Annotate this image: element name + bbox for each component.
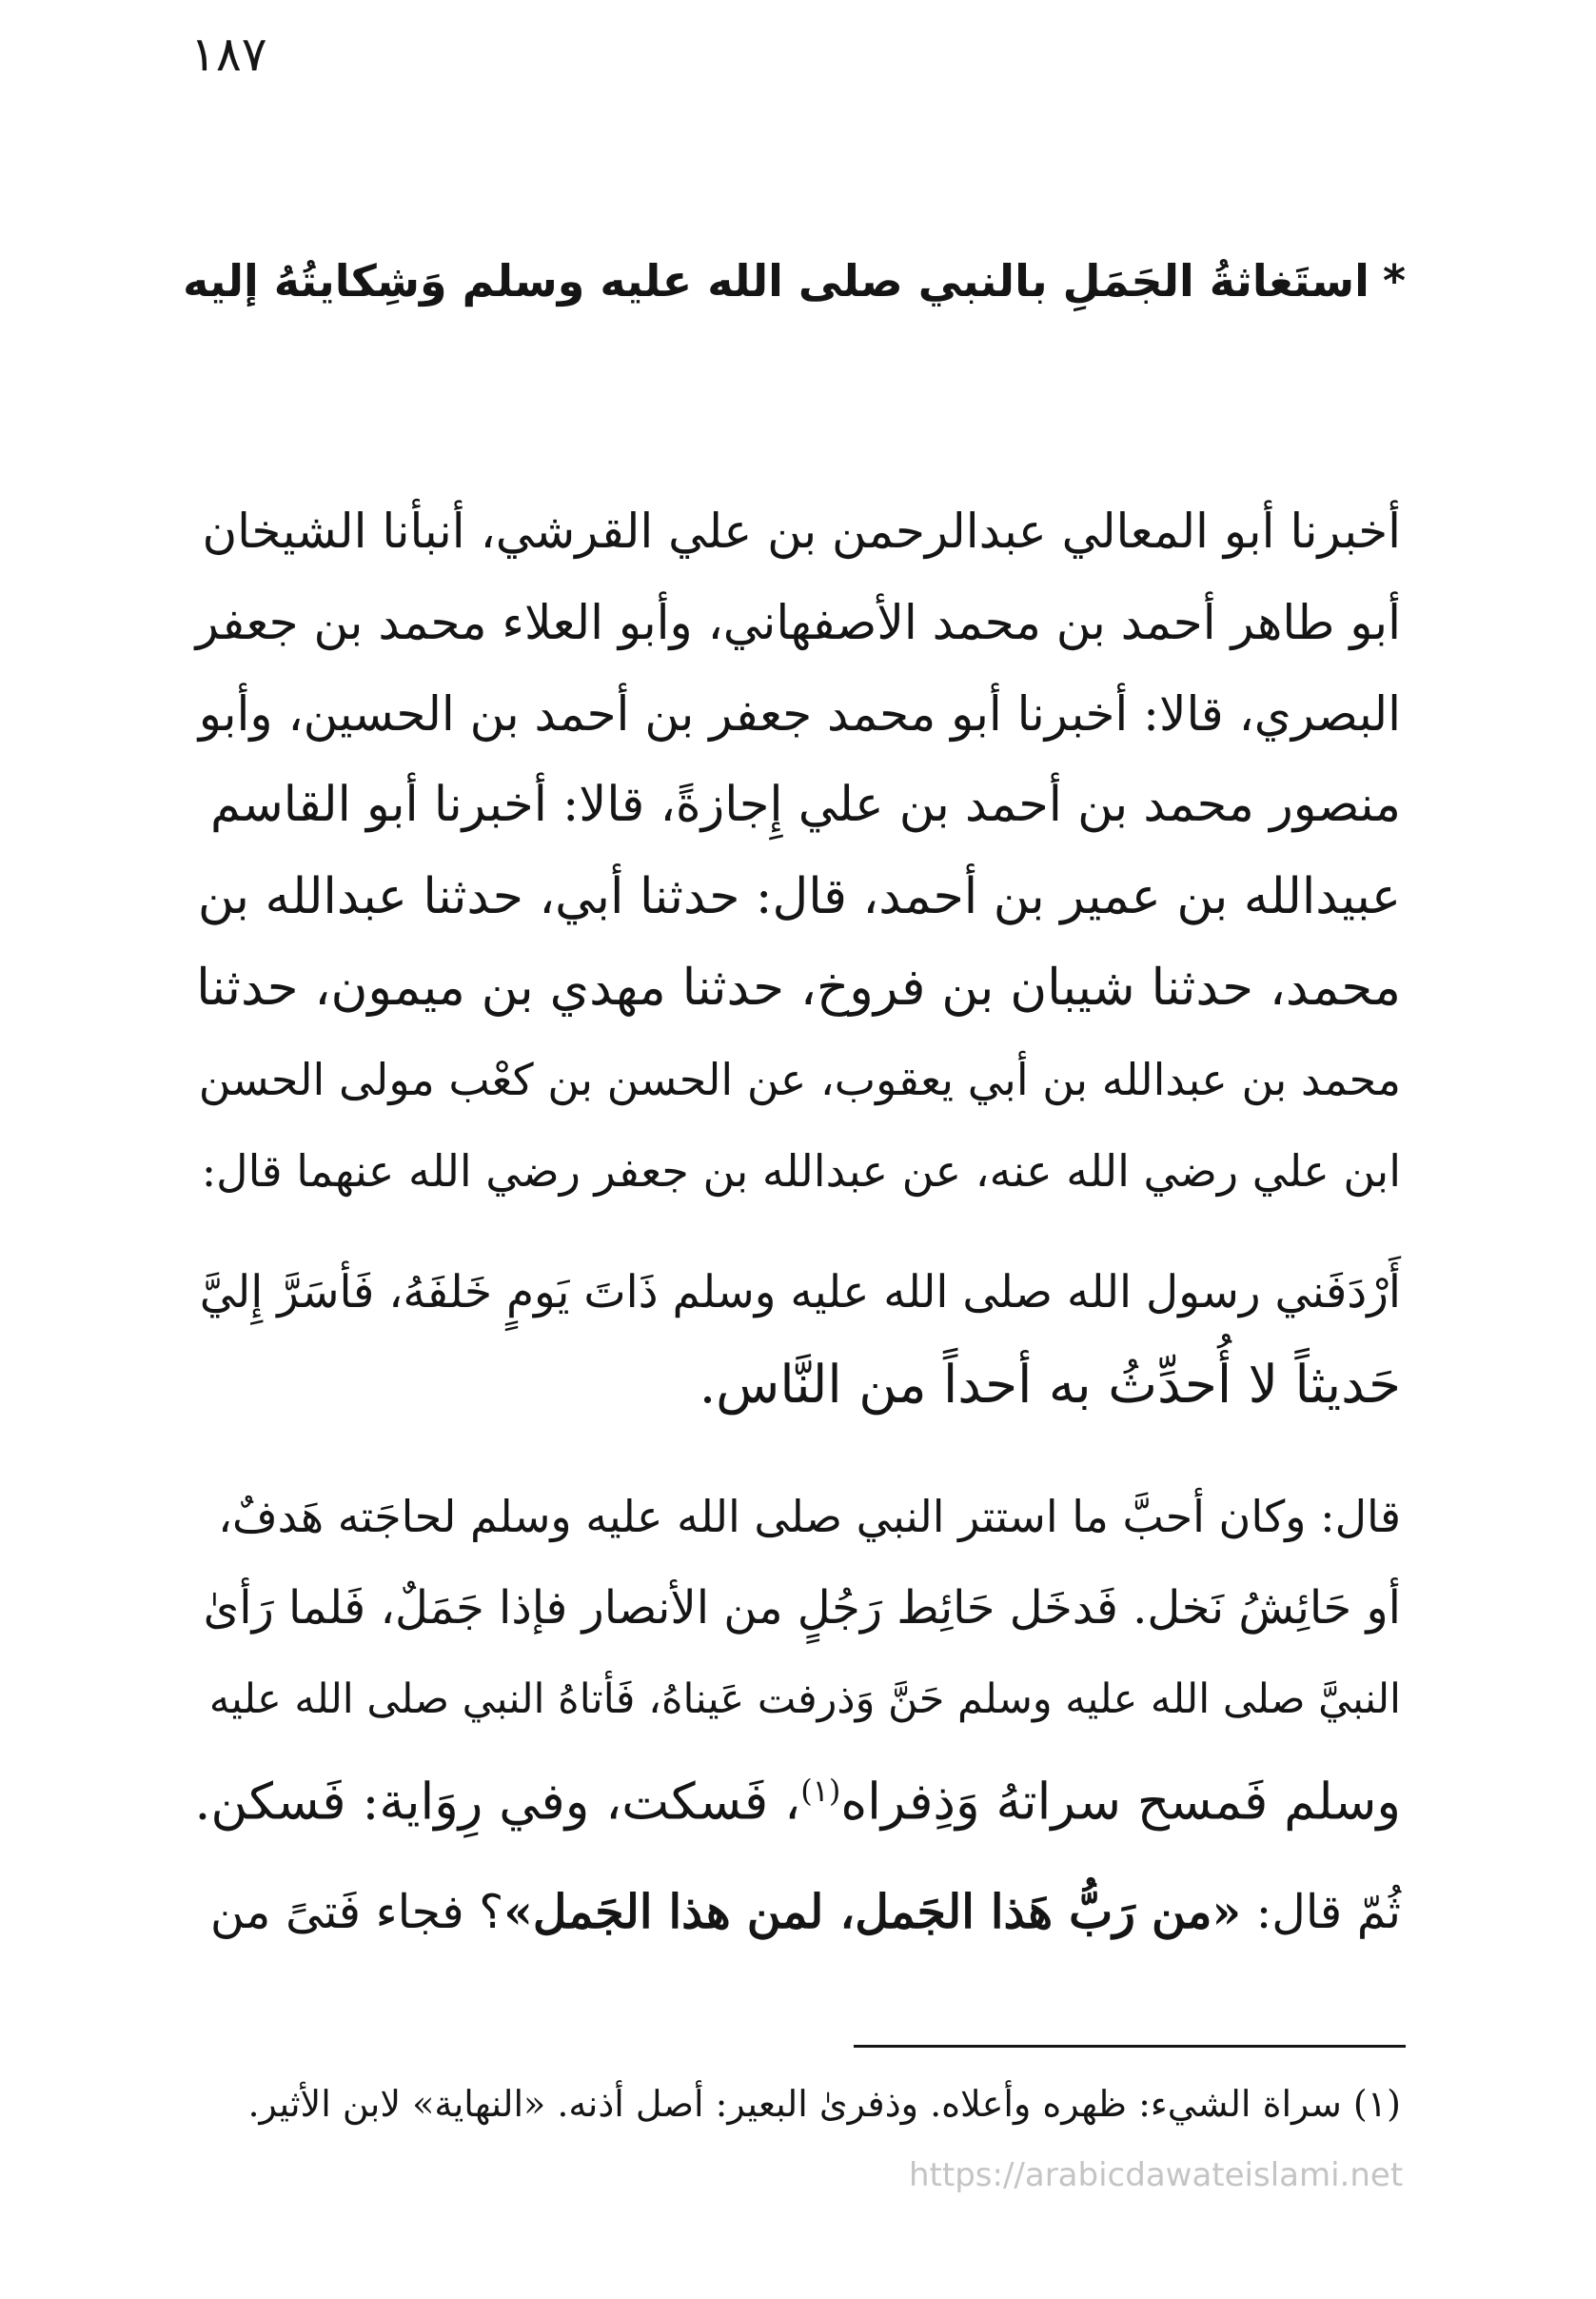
- text-line: ابن علي رضي الله عنه، عن عبدالله بن جعفر رضي الله عنهما قال:: [201, 1145, 1401, 1197]
- text-segment: ؟ فجاء فَتىً من: [209, 1885, 504, 1939]
- text-line: عبيدالله بن عمير بن أحمد، قال: حدثنا أبي، حدثنا عبدالله بن: [197, 868, 1401, 925]
- text-line: أو حَائِشُ نَخل. فَدخَل حَائِط رَجُلٍ من الأنصار فإذا جَمَلٌ، فَلما رَأىٰ: [203, 1581, 1401, 1635]
- text-line: حَديثاً لا أُحدِّثُ به أحداً من النَّاس.: [699, 1354, 1401, 1415]
- heading-text: استَغاثةُ الجَمَلِ بالنبي صلى الله عليه وسلم وَشِكايتُهُ إليه: [183, 255, 1369, 307]
- text-line: النبيَّ صلى الله عليه وسلم حَنَّ وَذرفت عَيناهُ، فَأتاهُ النبي صلى الله عليه: [208, 1675, 1401, 1723]
- text-line: [195, 1745, 1401, 1849]
- footnote-divider: [854, 2045, 1406, 2048]
- paragraph-camel-story: [195, 1471, 1401, 1849]
- text-segment: ثُمّ قال:: [1255, 1885, 1401, 1939]
- paragraph-hadith-intro: [195, 1247, 1401, 1430]
- footnote: (١) سراة الشيء: ظهره وأعلاه. وذفرىٰ البعير: أصل أذنه. «النهاية» لابن الأثير.: [247, 2083, 1401, 2125]
- text-line: [195, 1866, 1401, 1958]
- text-line: أَرْدَفَني رسول الله صلى الله عليه وسلم ذَاتَ يَومٍ خَلفَهُ، فَأسَرَّ إِليَّ: [199, 1266, 1401, 1318]
- text-line: قال: وكان أحبَّ ما استتر النبي صلى الله عليه وسلم لحاجَته هَدفٌ،: [218, 1491, 1401, 1542]
- text-line: منصور محمد بن أحمد بن علي إِجازةً، قالا: أخبرنا أبو القاسم: [210, 777, 1401, 833]
- text-line: محمد، حدثنا شيبان بن فروخ، حدثنا مهدي بن ميمون، حدثنا: [196, 959, 1401, 1017]
- text-line: محمد بن عبدالله بن أبي يعقوب، عن الحسن بن كعْب مولى الحسن: [198, 1054, 1401, 1105]
- paragraph-question: [195, 1866, 1401, 1958]
- text-line: أخبرنا أبو المعالي عبدالرحمن بن علي القرشي، أنبأنا الشيخان: [202, 504, 1401, 559]
- text-line: أبو طاهر أحمد بن محمد الأصفهاني، وأبو العلاء محمد بن جعفر: [195, 595, 1401, 650]
- section-heading: [168, 238, 1406, 324]
- footnote-marker[interactable]: (١): [800, 1773, 841, 1809]
- text-segment: وسلم فَمسح سراتهُ وَذِفراه: [840, 1773, 1401, 1832]
- watermark-url: https://arabicdawateislami.net: [909, 2156, 1404, 2194]
- text-line: البصري، قالا: أخبرنا أبو محمد جعفر بن أحمد بن الحسين، وأبو: [198, 686, 1401, 742]
- quoted-speech: «من رَبُّ هَذا الجَمل، لمن هذا الجَمل»: [503, 1884, 1242, 1939]
- heading-star-icon: *: [1382, 255, 1406, 307]
- paragraph-isnad: [195, 486, 1401, 1217]
- page-number: ١٨٧: [190, 27, 267, 82]
- text-segment: ، فَسكت، وفي رِوَاية: فَسكن.: [194, 1773, 801, 1832]
